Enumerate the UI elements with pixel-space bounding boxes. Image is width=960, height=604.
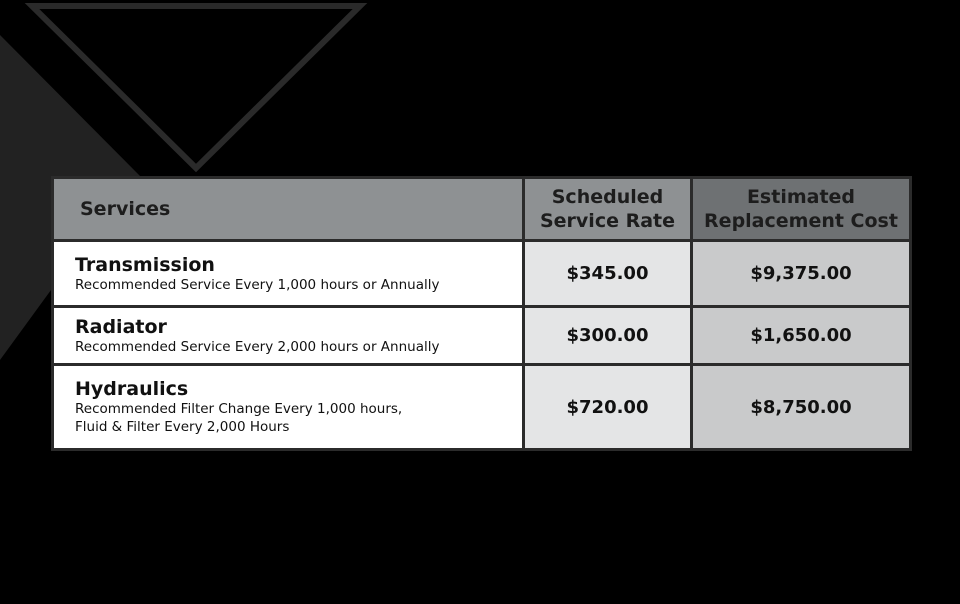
service-rate-cell: $300.00 — [524, 307, 692, 365]
header-services: Services — [53, 178, 524, 241]
service-name: Radiator — [75, 315, 167, 338]
replacement-cost-cell: $1,650.00 — [692, 307, 911, 365]
table-row-radiator — [53, 307, 911, 365]
service-description: Recommended Service Every 1,000 hours or Annually — [75, 276, 440, 293]
service-rate-cell: $720.00 — [524, 365, 692, 450]
replacement-cost-cell: $9,375.00 — [692, 241, 911, 307]
replacement-cost-cell: $8,750.00 — [692, 365, 911, 450]
table-row-transmission — [53, 241, 911, 307]
header-rate-line1: Scheduled — [551, 186, 664, 208]
service-cell — [53, 365, 524, 450]
header-scheduled-service-rate — [524, 178, 692, 241]
service-cost-table — [51, 176, 912, 451]
table-header-row — [53, 178, 911, 241]
service-description: Recommended Service Every 2,000 hours or Annually — [75, 338, 440, 355]
service-description-line1: Recommended Filter Change Every 1,000 hours, — [75, 401, 403, 417]
service-rate-cell: $345.00 — [524, 241, 692, 307]
header-cost-line2: Replacement Cost — [704, 210, 898, 232]
table-row-hydraulics — [53, 365, 911, 450]
header-rate-line2: Service Rate — [539, 210, 676, 232]
service-name: Hydraulics — [75, 378, 189, 400]
header-estimated-replacement-cost — [692, 178, 911, 241]
service-cell — [53, 307, 524, 365]
service-description-line2: Fluid & Filter Every 2,000 Hours — [75, 419, 290, 435]
header-cost-line1: Estimated — [746, 186, 856, 208]
service-name: Transmission — [75, 253, 215, 276]
service-cell — [53, 241, 524, 307]
